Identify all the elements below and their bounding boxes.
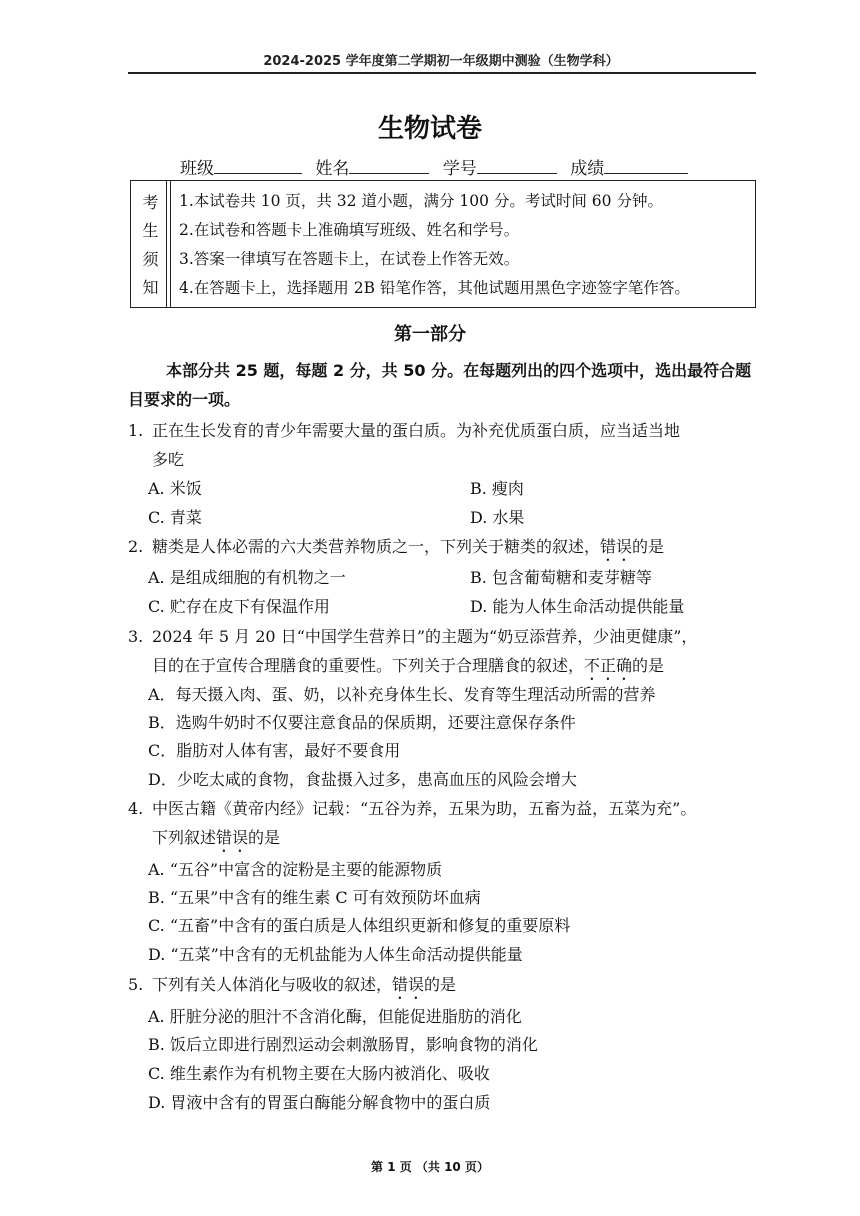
question-stem [152, 416, 758, 474]
option-d[interactable]: D. 水果 [470, 508, 525, 527]
notice-char: 知 [142, 278, 159, 298]
option-c[interactable]: C. 维生素作为有机物主要在大肠内被消化、吸收 [148, 1064, 490, 1083]
option-b[interactable]: B. 饭后立即进行剧烈运动会刺激肠胃，影响食物的消化 [148, 1035, 538, 1054]
stem-line: 多吃 [152, 450, 185, 469]
option-a[interactable]: A. 肝脏分泌的胆汁不含消化酶，但能促进脂肪的消化 [148, 1007, 522, 1026]
question-stem [152, 622, 758, 684]
question-number: 4. [128, 799, 144, 818]
emphasized-word: 不正确 [584, 656, 633, 675]
question-stem [152, 794, 758, 856]
question-stem [152, 532, 758, 565]
notice-item: 2.在试卷和答题卡上准确填写班级、姓名和学号。 [179, 221, 520, 239]
page-title: 生物试卷 [377, 114, 482, 144]
student-id-label: 学号 [442, 159, 477, 179]
question-number: 5. [128, 975, 144, 994]
option-b[interactable]: B. 包含葡萄糖和麦芽糖等 [470, 568, 652, 587]
option-d[interactable]: D. “五菜”中含有的无机盐能为人体生命活动提供能量 [148, 945, 523, 964]
question-stem [152, 970, 758, 1003]
question-number: 1. [128, 421, 144, 440]
stem-text: 的是 [632, 656, 665, 675]
question-1 [128, 416, 758, 474]
question-4 [128, 794, 758, 856]
option-b[interactable]: B. 瘦肉 [470, 479, 524, 498]
section-title: 第一部分 [394, 324, 466, 345]
notice-item: 3.答案一律填写在答题卡上，在试卷上作答无效。 [179, 250, 520, 268]
section-intro: 本部分共 25 题，每题 2 分，共 50 分。在每题列出的四个选项中，选出最符合题目要求的一项。 [128, 361, 752, 409]
stem-line: 正在生长发育的青少年需要大量的蛋白质。为补充优质蛋白质，应当适当地 [152, 421, 681, 440]
notice-char: 考 [142, 192, 159, 212]
stem-text: 的是 [248, 828, 281, 847]
stem-line: 中医古籍《黄帝内经》记载：“五谷为养，五果为助，五畜为益，五菜为充”。 [152, 799, 697, 818]
exam-notice-box [130, 180, 756, 308]
option-a[interactable]: A．每天摄入肉、蛋、奶，以补充身体生长、发育等生理活动所需的营养 [148, 685, 656, 704]
stem-text: 的是 [632, 537, 665, 556]
option-d[interactable]: D. 能为人体生命活动提供能量 [470, 597, 685, 616]
stem-text: 的是 [424, 975, 457, 994]
emphasized-word: 错误 [600, 537, 633, 556]
option-a[interactable]: A. 是组成细胞的有机物之一 [148, 568, 346, 587]
option-b[interactable]: B．选购牛奶时不仅要注意食品的保质期，还要注意保存条件 [148, 713, 576, 732]
option-a[interactable]: A. 米饭 [148, 479, 202, 498]
name-blank[interactable] [349, 157, 429, 174]
header-rule [128, 72, 756, 74]
score-blank[interactable] [604, 157, 688, 174]
class-blank[interactable] [214, 157, 302, 174]
option-a[interactable]: A. “五谷”中富含的淀粉是主要的能源物质 [148, 860, 443, 879]
notice-item: 1.本试卷共 10 页，共 32 道小题，满分 100 分。考试时间 60 分钟。 [179, 192, 663, 210]
notice-list [179, 187, 751, 303]
name-label: 姓名 [315, 159, 350, 179]
question-3 [128, 622, 758, 684]
emphasized-word: 错误 [392, 975, 425, 994]
option-c[interactable]: C．脂肪对人体有害，最好不要食用 [148, 741, 401, 760]
question-5 [128, 970, 758, 1003]
emphasized-word: 错误 [216, 828, 249, 847]
option-c[interactable]: C. “五畜”中含有的蛋白质是人体组织更新和修复的重要原料 [148, 916, 571, 935]
notice-item: 4.在答题卡上，选择题用 2B 铅笔作答，其他试题用黑色字迹签字笔作答。 [179, 279, 690, 297]
option-b[interactable]: B. “五果”中含有的维生素 C 可有效预防坏血病 [148, 888, 481, 907]
stem-text: 下列叙述 [152, 828, 217, 847]
question-number: 3. [128, 627, 144, 646]
page-footer: 第 1 页 （共 10 页） [371, 1160, 489, 1174]
stem-line: 2024 年 5 月 20 日“中国学生营养日”的主题为“奶豆添营养，少油更健康”， [152, 627, 698, 646]
notice-side-label [131, 181, 171, 307]
notice-char: 生 [142, 221, 159, 241]
student-id-blank[interactable] [477, 157, 557, 174]
score-label: 成绩 [570, 159, 605, 179]
option-d[interactable]: D. 胃液中含有的胃蛋白酶能分解食物中的蛋白质 [148, 1093, 491, 1112]
page-header: 2024-2025 学年度第二学期初一年级期中测验（生物学科） [263, 54, 619, 69]
question-number: 2. [128, 537, 144, 556]
stem-text: 糖类是人体必需的六大类营养物质之一，下列关于糖类的叙述， [152, 537, 601, 556]
notice-char: 须 [142, 249, 159, 269]
stem-text: 下列有关人体消化与吸收的叙述， [152, 975, 393, 994]
student-info-fields [180, 154, 696, 179]
stem-text: 目的在于宣传合理膳食的重要性。下列关于合理膳食的叙述， [152, 656, 585, 675]
option-d[interactable]: D．少吃太咸的食物，食盐摄入过多，患高血压的风险会增大 [148, 770, 577, 789]
notice-inner-rule [166, 181, 167, 307]
option-c[interactable]: C. 贮存在皮下有保温作用 [148, 597, 330, 616]
question-2 [128, 532, 758, 565]
option-c[interactable]: C. 青菜 [148, 508, 202, 527]
class-label: 班级 [180, 159, 214, 179]
